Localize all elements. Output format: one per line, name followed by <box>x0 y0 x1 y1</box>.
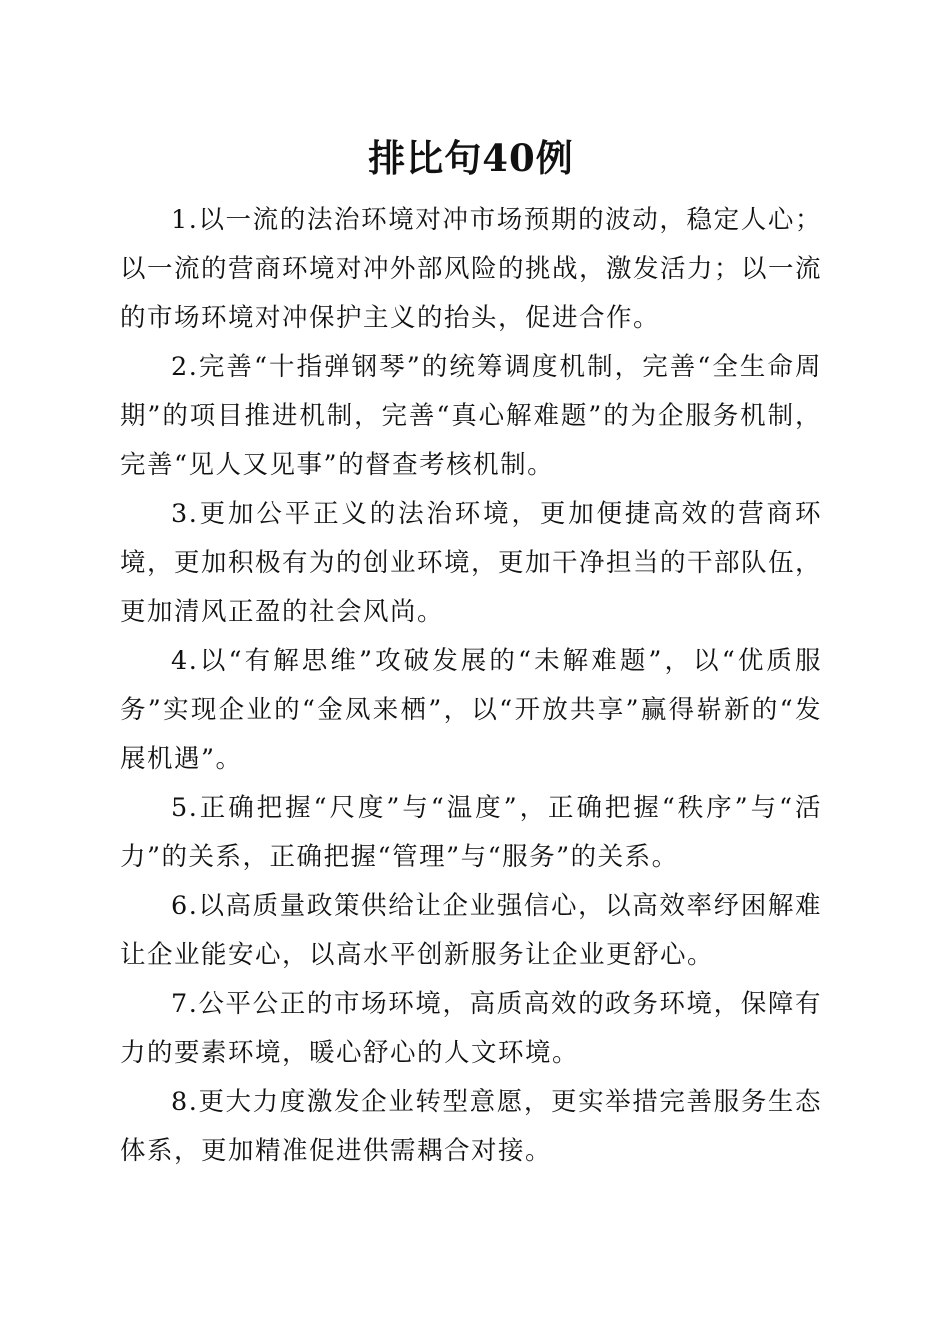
paragraph-2: 2.完善“十指弹钢琴”的统筹调度机制，完善“全生命周期”的项目推进机制，完善“真心解难题”的为企服务机制，完善“见人又见事”的督查考核机制。 <box>120 352 822 480</box>
paragraph-5: 5.正确把握“尺度”与“温度”，正确把握“秩序”与“活力”的关系，正确把握“管理”与“服务”的关系。 <box>120 793 822 872</box>
paragraph-3: 3.更加公平正义的法治环境，更加便捷高效的营商环境，更加积极有为的创业环境，更加干净担当的干部队伍，更加清风正盈的社会风尚。 <box>120 499 823 627</box>
paragraph-8: 8.更大力度激发企业转型意愿，更实举措完善服务生态体系，更加精准促进供需耦合对接。 <box>120 1087 822 1166</box>
paragraph-7: 7.公平公正的市场环境，高质高效的政务环境，保障有力的要素环境，暖心舒心的人文环境。 <box>120 989 822 1068</box>
paragraph-4: 4.以“有解思维”攻破发展的“未解难题”，以“优质服务”实现企业的“金凤来栖”，以“开放共享”赢得崭新的“发展机遇”。 <box>120 646 822 774</box>
paragraph-1: 1.以一流的法治环境对冲市场预期的波动，稳定人心；以一流的营商环境对冲外部风险的挑战，激发活力；以一流的市场环境对冲保护主义的抬头，促进合作。 <box>120 205 823 333</box>
paragraph-list <box>120 196 822 1176</box>
document-title: 排比句40例 <box>368 136 574 180</box>
paragraph-6: 6.以高质量政策供给让企业强信心，以高效率纾困解难让企业能安心，以高水平创新服务让企业更舒心。 <box>120 891 822 970</box>
